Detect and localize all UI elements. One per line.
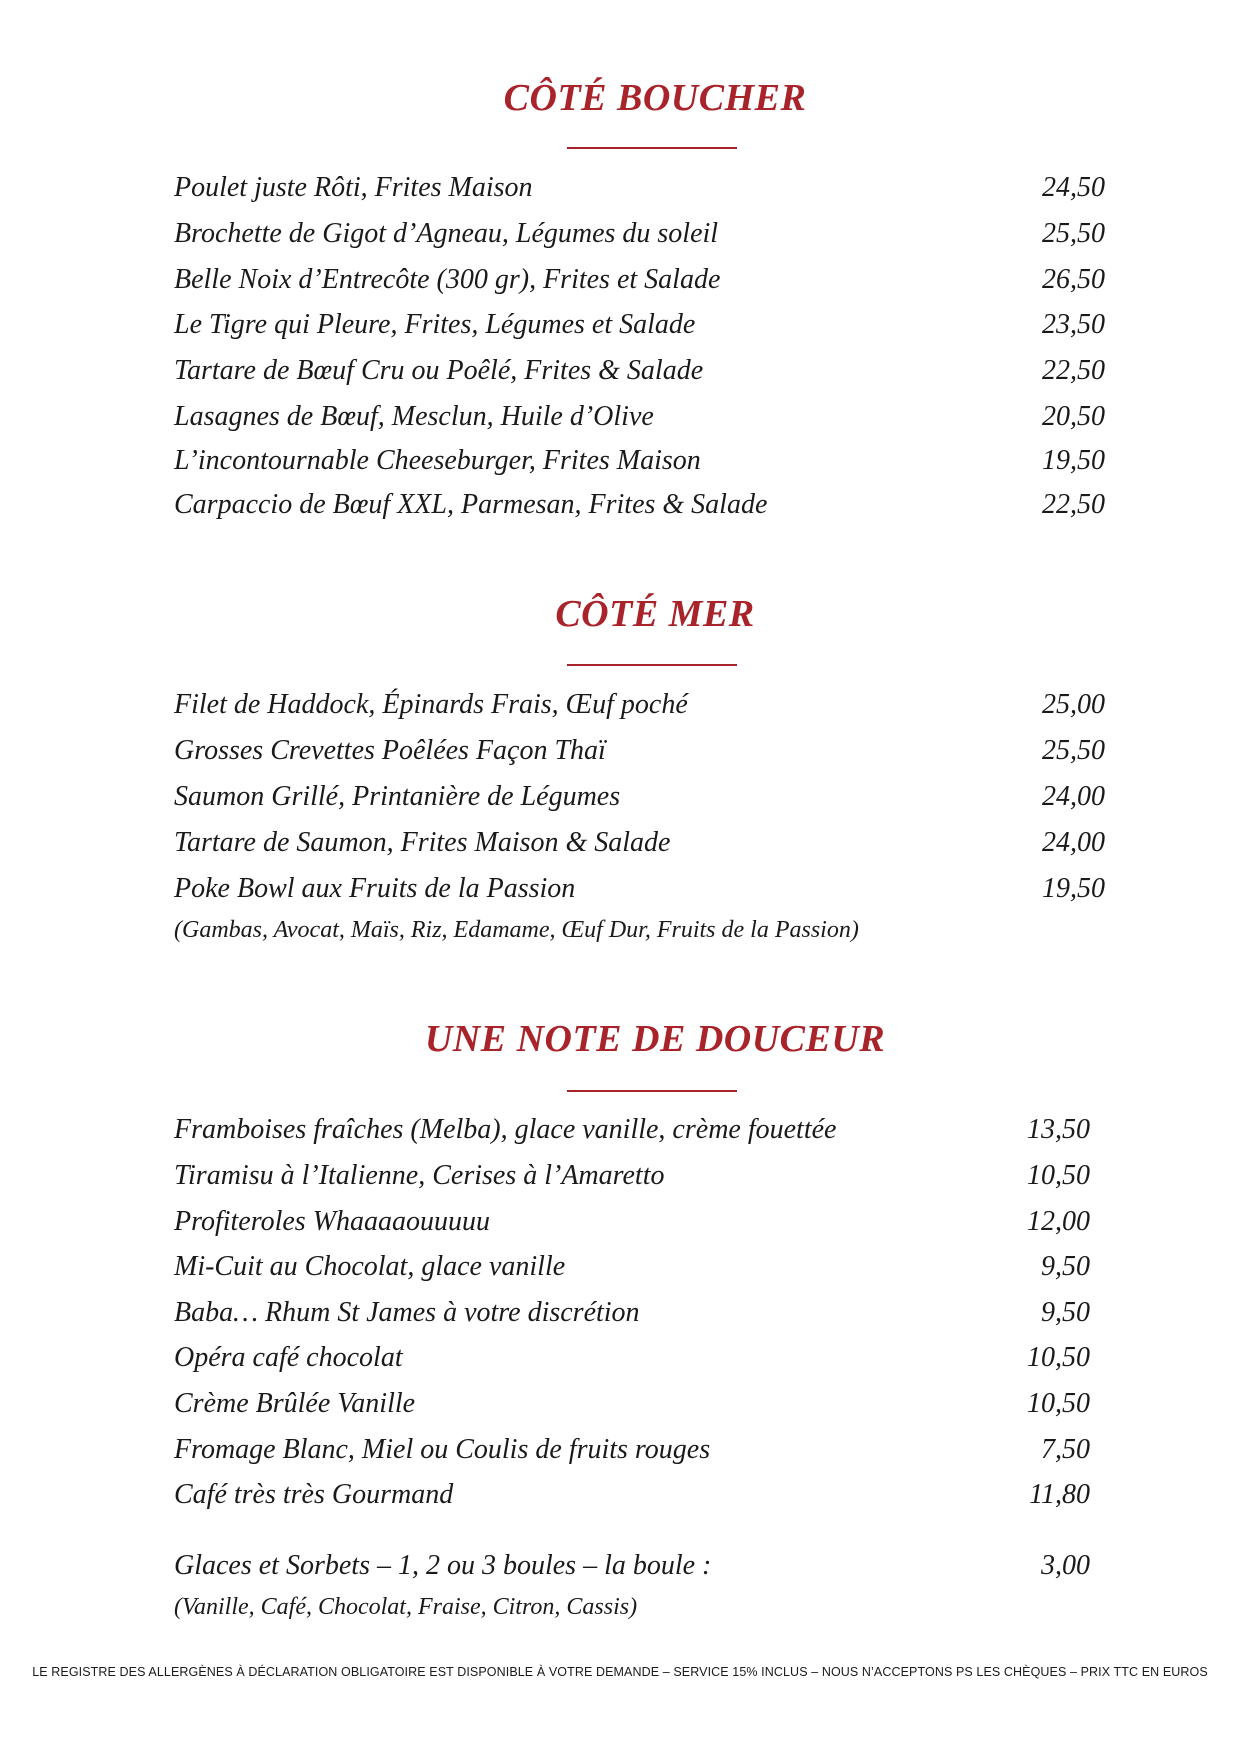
menu-item <box>0 685 1240 725</box>
menu-item-name: Tiramisu à l’Italienne, Cerises à l’Amaretto <box>174 1160 665 1191</box>
menu-item <box>0 397 1240 437</box>
menu-item <box>0 441 1240 481</box>
menu-item <box>0 305 1240 345</box>
section-title-une-note-de-douceur: UNE NOTE DE DOUCEUR <box>424 1018 886 1060</box>
menu-item-name: Café très très Gourmand <box>174 1479 454 1510</box>
menu-item-price: 20,50 <box>1042 401 1105 432</box>
section-divider <box>567 664 737 666</box>
menu-item-price: 10,50 <box>1027 1160 1090 1191</box>
menu-item <box>0 1546 1240 1586</box>
menu-item-price: 9,50 <box>1041 1297 1090 1328</box>
menu-item-price: 24,00 <box>1042 827 1105 858</box>
menu-item <box>0 1156 1240 1196</box>
menu-item-name: Saumon Grillé, Printanière de Légumes <box>174 781 621 812</box>
menu-item-price: 24,00 <box>1042 781 1105 812</box>
menu-item <box>0 1384 1240 1424</box>
menu-item-price: 10,50 <box>1027 1342 1090 1373</box>
menu-item-name: Baba… Rhum St James à votre discrétion <box>174 1297 640 1328</box>
menu-item-price: 26,50 <box>1042 264 1105 295</box>
menu-item-price: 3,00 <box>1041 1550 1090 1581</box>
menu-item <box>0 485 1240 525</box>
menu-item-price: 19,50 <box>1042 873 1105 904</box>
menu-item-name: Belle Noix d’Entrecôte (300 gr), Frites et Salade <box>174 264 721 295</box>
menu-item-name: L’incontournable Cheeseburger, Frites Maison <box>174 445 701 476</box>
menu-item-price: 24,50 <box>1042 172 1105 203</box>
menu-item-name: Tartare de Bœuf Cru ou Poêlé, Frites & Salade <box>174 355 704 386</box>
menu-item-name: Lasagnes de Bœuf, Mesclun, Huile d’Olive <box>174 401 654 432</box>
menu-item <box>0 260 1240 300</box>
menu-item-name: Le Tigre qui Pleure, Frites, Légumes et Salade <box>174 309 696 340</box>
menu-item-price: 25,50 <box>1042 218 1105 249</box>
menu-item-price: 10,50 <box>1027 1388 1090 1419</box>
menu-item <box>0 1247 1240 1287</box>
menu-item <box>0 1338 1240 1378</box>
menu-item-name: Profiteroles Whaaaaouuuuu <box>174 1206 491 1237</box>
menu-item-price: 13,50 <box>1027 1114 1090 1145</box>
menu-item-name: Crème Brûlée Vanille <box>174 1388 416 1419</box>
menu-item-name: Poulet juste Rôti, Frites Maison <box>174 172 533 203</box>
menu-item-price: 22,50 <box>1042 355 1105 386</box>
menu-item <box>0 823 1240 863</box>
section-title-cote-boucher: CÔTÉ BOUCHER <box>503 77 807 119</box>
menu-item-price: 23,50 <box>1042 309 1105 340</box>
menu-item-name: Grosses Crevettes Poêlées Façon Thaï <box>174 735 606 766</box>
menu-item-price: 25,50 <box>1042 735 1105 766</box>
menu-item <box>0 1293 1240 1333</box>
menu-item-name: Opéra café chocolat <box>174 1342 403 1373</box>
menu-item <box>0 731 1240 771</box>
menu-item <box>0 1110 1240 1150</box>
menu-item <box>0 351 1240 391</box>
menu-item-price: 19,50 <box>1042 445 1105 476</box>
menu-item <box>0 214 1240 254</box>
section-divider <box>567 147 737 149</box>
menu-item <box>0 1202 1240 1242</box>
menu-item-price: 7,50 <box>1041 1434 1090 1465</box>
footer-disclaimer: LE REGISTRE DES ALLERGÈNES À DÉCLARATION OBLIGATOIRE EST DISPONIBLE À VOTRE DEMANDE – SERVICE 15% INCLUS – NOUS N’ACCEPTONS PS LES CHÈQUES – PRIX TTC EN EUROS <box>32 1665 1208 1679</box>
menu-item-price: 12,00 <box>1027 1206 1090 1237</box>
menu-item-name: Fromage Blanc, Miel ou Coulis de fruits rouges <box>174 1434 711 1465</box>
menu-item <box>0 1430 1240 1470</box>
menu-item-price: 25,00 <box>1042 689 1105 720</box>
menu-item-note: (Gambas, Avocat, Maïs, Riz, Edamame, Œuf Dur, Fruits de la Passion) <box>174 917 859 943</box>
section-divider <box>567 1090 737 1092</box>
menu-item <box>0 168 1240 208</box>
menu-item-name: Mi-Cuit au Chocolat, glace vanille <box>174 1251 566 1282</box>
section-title-cote-mer: CÔTÉ MER <box>555 593 755 635</box>
menu-item-name: Framboises fraîches (Melba), glace vanille, crème fouettée <box>174 1114 837 1145</box>
menu-item-name: Brochette de Gigot d’Agneau, Légumes du soleil <box>174 218 719 249</box>
menu-item-name: Poke Bowl aux Fruits de la Passion <box>174 873 576 904</box>
menu-item-price: 9,50 <box>1041 1251 1090 1282</box>
menu-item-name: Tartare de Saumon, Frites Maison & Salade <box>174 827 671 858</box>
menu-item <box>0 777 1240 817</box>
menu-item-price: 11,80 <box>1029 1479 1090 1510</box>
menu-item-note: (Vanille, Café, Chocolat, Fraise, Citron, Cassis) <box>174 1594 638 1620</box>
menu-item <box>0 869 1240 909</box>
menu-item-price: 22,50 <box>1042 489 1105 520</box>
menu-item-name: Carpaccio de Bœuf XXL, Parmesan, Frites & Salade <box>174 489 768 520</box>
menu-item-name: Glaces et Sorbets – 1, 2 ou 3 boules – la boule : <box>174 1550 712 1581</box>
menu-item-name: Filet de Haddock, Épinards Frais, Œuf poché <box>174 689 688 720</box>
menu-item <box>0 1475 1240 1515</box>
